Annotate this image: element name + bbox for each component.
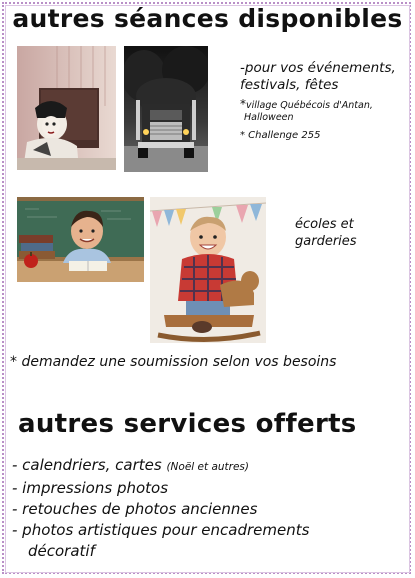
service-item-artistic: - photos artistiques pour encadrements (12, 521, 310, 539)
heading-other-sessions: autres séances disponibles (12, 4, 403, 33)
truck-photo (124, 46, 208, 172)
school-photo (17, 197, 144, 282)
service-item-prints: - impressions photos (12, 479, 169, 497)
events-examples (240, 98, 412, 124)
events-line-2: festivals, fêtes (240, 77, 339, 93)
quote-note: * demandez une soumission selon vos besoins (10, 354, 337, 370)
schools-text (295, 216, 395, 250)
service-note: (Noël et autres) (166, 461, 249, 473)
heading-other-services: autres services offerts (18, 409, 357, 439)
schools-line-1: écoles et (295, 217, 354, 232)
service-item-decorative: décoratif (28, 542, 95, 560)
events-example-2: Halloween (244, 112, 294, 123)
events-star: * (240, 97, 246, 111)
challenge-text: * Challenge 255 (240, 130, 321, 141)
service-item-retouch: - retouches de photos anciennes (12, 500, 258, 518)
events-example-1: village Québécois d'Antan, (246, 100, 373, 111)
vintage-portrait-photo (17, 46, 116, 170)
schools-line-2: garderies (295, 234, 357, 249)
service-item-calendars: - calendriers, cartes (Noël et autres) (12, 456, 249, 474)
events-line-1: -pour vos événements, (240, 60, 396, 76)
services-list (12, 455, 407, 562)
toddler-photo (150, 197, 266, 343)
events-text (240, 60, 412, 94)
